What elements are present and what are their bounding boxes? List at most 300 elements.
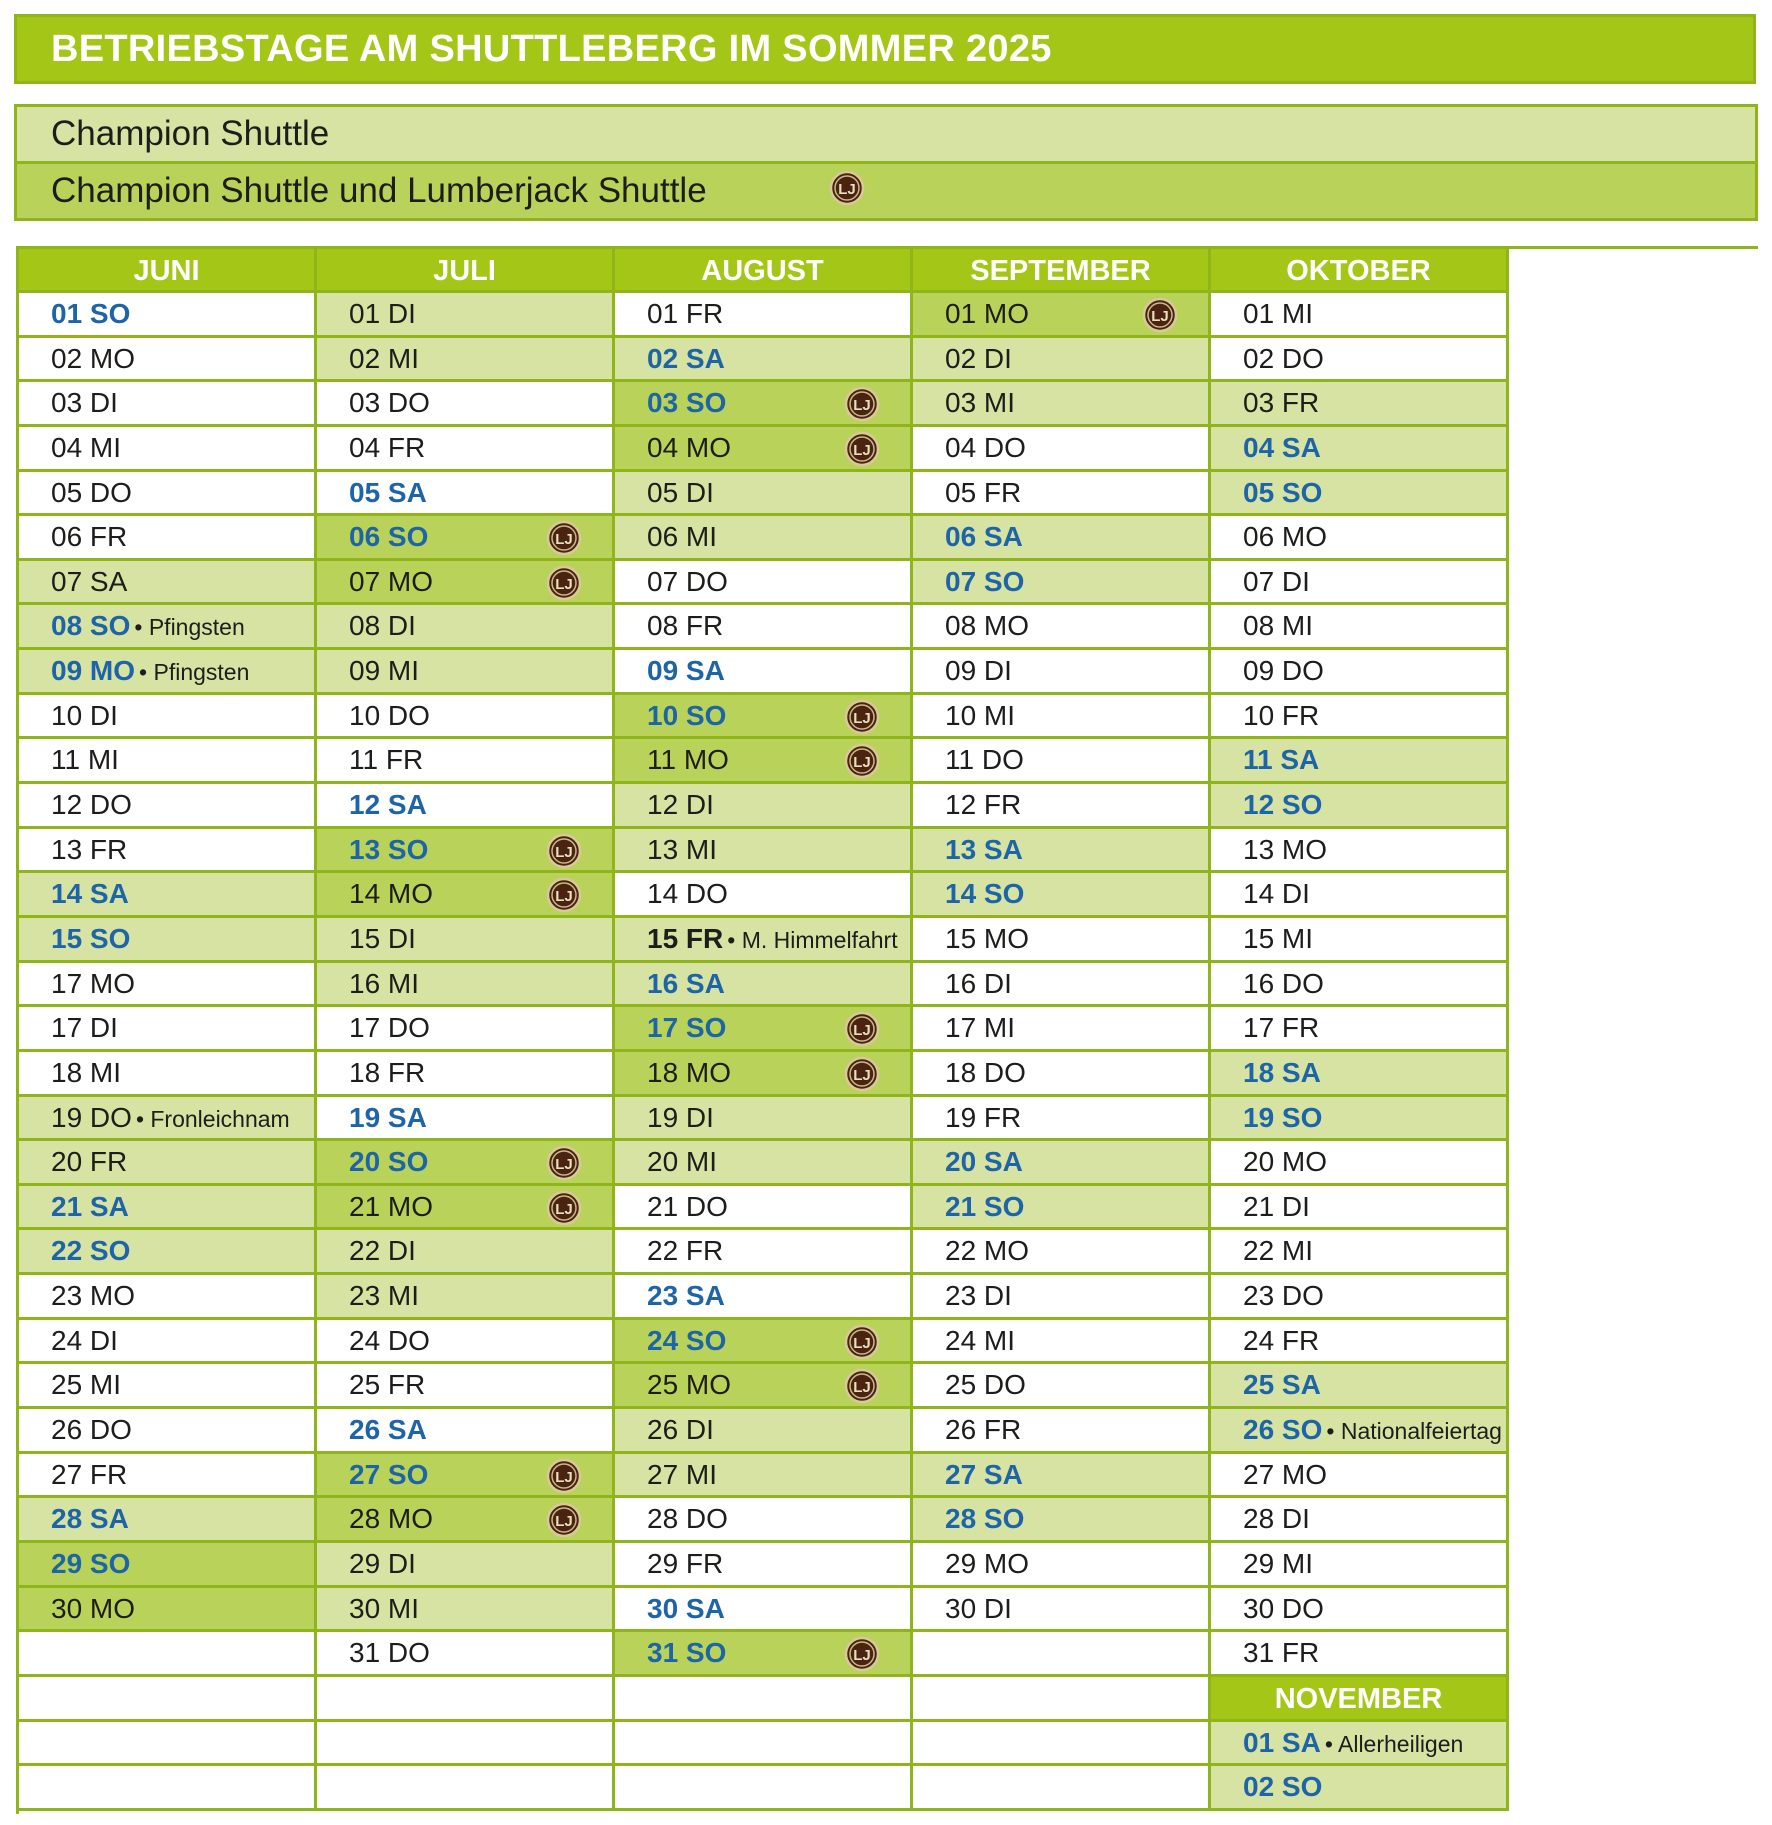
day-label: 04 MI <box>51 431 122 463</box>
day-label: 26 FR <box>945 1414 1022 1446</box>
day-label: 15 MI <box>1243 922 1314 954</box>
day-label: 12 SO <box>1243 789 1323 821</box>
day-label: 05 FR <box>945 476 1022 508</box>
day-label: 03 DI <box>51 387 118 419</box>
calendar-day <box>19 1364 317 1409</box>
svg-text:LJ: LJ <box>555 1156 573 1174</box>
day-label: 28 MO <box>349 1503 434 1535</box>
calendar-day <box>317 1543 615 1588</box>
day-label: 18 SA <box>1243 1056 1321 1088</box>
day-label: 01 MO <box>945 298 1030 329</box>
day-label: 14 DI <box>1243 878 1310 910</box>
day-label: 09 SA <box>647 655 725 687</box>
calendar-day <box>1211 784 1509 829</box>
calendar-day <box>615 873 913 918</box>
day-label: 30 MO <box>51 1592 136 1624</box>
day-label: 15 SO <box>51 922 131 954</box>
day-label: 22 SO <box>51 1235 131 1267</box>
day-label: 02 DO <box>1243 342 1324 374</box>
day-label: 06 MO <box>1243 521 1328 553</box>
calendar-day <box>913 1364 1211 1409</box>
calendar-day <box>913 1454 1211 1499</box>
day-label: 04 DO <box>945 431 1026 463</box>
day-label: 14 SA <box>51 878 129 910</box>
calendar-day <box>913 338 1211 383</box>
lumberjack-badge-icon <box>829 170 865 206</box>
calendar-day <box>1211 605 1509 650</box>
calendar-day <box>615 1632 913 1677</box>
calendar-day <box>19 829 317 874</box>
svg-text:LJ: LJ <box>853 1379 871 1397</box>
calendar-day <box>1211 1275 1509 1320</box>
calendar-day <box>913 1677 1211 1722</box>
calendar-day <box>19 1454 317 1499</box>
day-label: 06 MI <box>647 521 718 553</box>
calendar-day <box>19 1543 317 1588</box>
calendar-day <box>615 739 913 784</box>
calendar-day <box>317 1097 615 1142</box>
calendar-day <box>913 1007 1211 1052</box>
day-label: 21 DI <box>1243 1190 1310 1222</box>
day-label: 27 MI <box>647 1458 718 1490</box>
calendar-day <box>19 472 317 517</box>
day-label: 27 MO <box>1243 1458 1328 1490</box>
calendar-day <box>615 695 913 740</box>
calendar-day <box>615 1007 913 1052</box>
calendar-day <box>317 1632 615 1677</box>
calendar-day <box>913 695 1211 740</box>
day-label: 17 MO <box>51 967 136 999</box>
month-column-juli <box>317 249 615 1814</box>
calendar-day <box>615 427 913 472</box>
day-label: 23 MI <box>349 1280 420 1312</box>
svg-text:LJ: LJ <box>555 575 573 593</box>
calendar-day <box>19 963 317 1008</box>
day-label: 01 SA <box>1243 1726 1321 1758</box>
calendar-day <box>615 1722 913 1767</box>
calendar-day <box>615 338 913 383</box>
day-label: 23 DI <box>945 1280 1012 1312</box>
calendar-day <box>913 293 1211 338</box>
calendar-day <box>317 1677 615 1722</box>
calendar-day <box>317 918 615 963</box>
day-label: 26 DI <box>647 1414 714 1446</box>
calendar-day <box>317 1722 615 1767</box>
day-label: 10 MI <box>945 699 1016 731</box>
day-label: 24 SO <box>647 1324 727 1356</box>
svg-text:LJ: LJ <box>853 709 871 727</box>
day-label: 23 DO <box>1243 1280 1324 1312</box>
calendar-day <box>1211 561 1509 606</box>
calendar-day <box>317 1275 615 1320</box>
calendar-day <box>317 1364 615 1409</box>
day-label: 17 MI <box>945 1012 1016 1044</box>
calendar-day <box>19 1186 317 1231</box>
calendar-day <box>19 1588 317 1633</box>
svg-text:LJ: LJ <box>555 888 573 906</box>
calendar-day <box>913 1766 1211 1811</box>
month-column-august <box>615 249 913 1814</box>
calendar-day <box>1211 1543 1509 1588</box>
calendar-day <box>317 382 615 427</box>
day-label: 20 SO <box>349 1146 429 1178</box>
svg-text:LJ: LJ <box>853 397 871 415</box>
day-label: 13 FR <box>51 833 128 865</box>
lumberjack-badge-icon <box>844 386 880 422</box>
lumberjack-badge-icon <box>844 431 880 467</box>
holiday-note: • Fronleichnam <box>135 1105 290 1132</box>
calendar-day <box>615 1766 913 1811</box>
calendar-day <box>1211 650 1509 695</box>
calendar-day <box>615 605 913 650</box>
day-label: 10 FR <box>1243 699 1320 731</box>
day-label: 04 SA <box>1243 431 1321 463</box>
day-label: 20 SA <box>945 1146 1023 1178</box>
calendar-day <box>615 516 913 561</box>
day-label: 01 DI <box>349 298 416 329</box>
month-column-september <box>913 249 1211 1814</box>
day-label: 15 DI <box>349 922 416 954</box>
calendar-day <box>19 1766 317 1811</box>
calendar-day <box>1211 963 1509 1008</box>
calendar-day <box>317 561 615 606</box>
day-label: 16 SA <box>647 967 725 999</box>
day-label: 28 SA <box>51 1503 129 1535</box>
calendar-day <box>913 1275 1211 1320</box>
day-label: 05 SO <box>1243 476 1323 508</box>
lumberjack-badge-icon <box>546 1458 582 1494</box>
calendar-day <box>615 1543 913 1588</box>
calendar-day <box>1211 739 1509 784</box>
calendar-day <box>317 293 615 338</box>
calendar-day <box>615 1275 913 1320</box>
calendar-day <box>317 1052 615 1097</box>
lumberjack-badge-icon <box>844 1324 880 1360</box>
day-label: 24 FR <box>1243 1324 1320 1356</box>
calendar-day <box>1211 829 1509 874</box>
calendar-day <box>615 382 913 427</box>
lumberjack-badge-icon <box>844 1636 880 1672</box>
calendar-day <box>913 382 1211 427</box>
calendar-day <box>615 293 913 338</box>
calendar-day <box>1211 382 1509 427</box>
calendar-day <box>615 1141 913 1186</box>
calendar-day <box>1211 1766 1509 1811</box>
day-label: 30 DI <box>945 1592 1012 1624</box>
calendar-day <box>19 1632 317 1677</box>
calendar-day <box>913 1186 1211 1231</box>
day-label: 22 MO <box>945 1235 1030 1267</box>
calendar-day <box>19 739 317 784</box>
calendar-day <box>317 516 615 561</box>
svg-text:LJ: LJ <box>555 1468 573 1486</box>
svg-text:LJ: LJ <box>853 754 871 772</box>
day-label: 08 MI <box>1243 610 1314 642</box>
calendar-day <box>19 1677 317 1722</box>
day-label: 05 DI <box>647 476 714 508</box>
calendar-day <box>615 1677 913 1722</box>
calendar-grid <box>16 246 1758 1814</box>
day-label: 30 MI <box>349 1592 420 1624</box>
calendar-day <box>913 1722 1211 1767</box>
day-label: 26 DO <box>51 1414 132 1446</box>
calendar-day <box>317 1320 615 1365</box>
svg-text:LJ: LJ <box>853 1334 871 1352</box>
calendar-day <box>615 472 913 517</box>
calendar-day <box>615 1588 913 1633</box>
day-label: 19 SO <box>1243 1101 1323 1133</box>
svg-text:LJ: LJ <box>555 531 573 549</box>
calendar-day <box>913 784 1211 829</box>
day-label: 01 FR <box>647 298 724 329</box>
calendar-day <box>1211 293 1509 338</box>
day-label: 09 MI <box>349 655 420 687</box>
calendar-day <box>913 1052 1211 1097</box>
calendar-day <box>19 293 317 338</box>
calendar-day <box>317 605 615 650</box>
lumberjack-badge-icon <box>546 565 582 601</box>
day-label: 11 SA <box>1243 744 1320 776</box>
day-label: 24 MI <box>945 1324 1016 1356</box>
day-label: 21 MO <box>349 1190 434 1222</box>
calendar-day <box>19 427 317 472</box>
day-label: 18 MI <box>51 1056 122 1088</box>
calendar-day <box>317 784 615 829</box>
calendar-day <box>1211 338 1509 383</box>
calendar-day <box>913 1498 1211 1543</box>
month-header: NOVEMBER <box>1211 1677 1509 1722</box>
day-label: 29 SO <box>51 1547 131 1579</box>
day-label: 08 SO <box>51 610 131 642</box>
calendar-day <box>615 1409 913 1454</box>
day-label: 31 SO <box>647 1637 727 1669</box>
calendar-day <box>1211 1632 1509 1677</box>
day-label: 21 DO <box>647 1190 728 1222</box>
day-label: 18 DO <box>945 1056 1026 1088</box>
calendar-day <box>913 1543 1211 1588</box>
day-label: 19 DO <box>51 1101 132 1133</box>
calendar-day <box>19 1409 317 1454</box>
legend-champion <box>17 107 1755 164</box>
calendar-day <box>317 1409 615 1454</box>
day-label: 11 MI <box>51 744 119 776</box>
lumberjack-badge-icon <box>546 833 582 869</box>
lumberjack-badge-icon <box>844 743 880 779</box>
day-label: 10 SO <box>647 699 727 731</box>
calendar-day <box>615 1052 913 1097</box>
calendar-day <box>317 695 615 740</box>
day-label: 29 MI <box>1243 1547 1314 1579</box>
calendar-day <box>19 873 317 918</box>
day-label: 06 SO <box>349 521 429 553</box>
day-label: 02 DI <box>945 342 1012 374</box>
day-label: 27 SA <box>945 1458 1023 1490</box>
day-label: 03 FR <box>1243 387 1320 419</box>
day-label: 15 FR <box>647 922 724 954</box>
legend <box>14 104 1758 221</box>
calendar-day <box>615 829 913 874</box>
calendar-day <box>1211 1722 1509 1767</box>
calendar-day <box>19 918 317 963</box>
calendar-day <box>19 1097 317 1142</box>
calendar-day <box>317 1588 615 1633</box>
day-label: 05 SA <box>349 476 427 508</box>
calendar-day <box>615 1320 913 1365</box>
calendar-day <box>1211 1409 1509 1454</box>
day-label: 23 SA <box>647 1280 725 1312</box>
day-label: 26 SA <box>349 1414 427 1446</box>
day-label: 03 DO <box>349 387 430 419</box>
calendar-day <box>913 1632 1211 1677</box>
svg-text:LJ: LJ <box>555 1513 573 1531</box>
lumberjack-badge-icon <box>844 1011 880 1047</box>
calendar-day <box>913 739 1211 784</box>
day-label: 11 FR <box>349 744 424 776</box>
calendar-day <box>913 427 1211 472</box>
day-label: 25 FR <box>349 1369 426 1401</box>
calendar-day <box>19 1230 317 1275</box>
month-column-juni <box>19 249 317 1814</box>
day-label: 21 SO <box>945 1190 1025 1222</box>
calendar-day <box>19 338 317 383</box>
day-label: 25 DO <box>945 1369 1026 1401</box>
legend-champion-lumberjack-label: Champion Shuttle und Lumberjack Shuttle <box>51 171 707 210</box>
svg-text:LJ: LJ <box>838 181 856 198</box>
day-label: 28 DO <box>647 1503 728 1535</box>
month-header: OKTOBER <box>1211 249 1509 293</box>
lumberjack-badge-icon <box>546 1145 582 1181</box>
day-label: 19 SA <box>349 1101 427 1133</box>
calendar-day <box>913 963 1211 1008</box>
day-label: 16 DI <box>945 967 1012 999</box>
day-label: 20 MO <box>1243 1146 1328 1178</box>
calendar-day <box>317 829 615 874</box>
day-label: 12 SA <box>349 789 427 821</box>
day-label: 09 DO <box>1243 655 1324 687</box>
day-label: 04 FR <box>349 431 426 463</box>
day-label: 13 MI <box>647 833 718 865</box>
calendar-day <box>1211 472 1509 517</box>
day-label: 25 MI <box>51 1369 122 1401</box>
calendar-day <box>19 1141 317 1186</box>
day-label: 17 DI <box>51 1012 118 1044</box>
holiday-note: • Nationalfeiertag <box>1326 1418 1502 1445</box>
day-label: 27 FR <box>51 1458 128 1490</box>
calendar-day <box>317 963 615 1008</box>
day-label: 07 SO <box>945 565 1025 597</box>
day-label: 07 MO <box>349 565 434 597</box>
day-label: 25 SA <box>1243 1369 1321 1401</box>
calendar-day <box>317 472 615 517</box>
calendar-day <box>1211 516 1509 561</box>
holiday-note: • Pfingsten <box>139 659 250 686</box>
calendar-day <box>1211 1498 1509 1543</box>
holiday-note: • Pfingsten <box>134 614 245 641</box>
calendar-day <box>615 963 913 1008</box>
calendar-day <box>913 873 1211 918</box>
calendar-day <box>19 1052 317 1097</box>
day-label: 09 DI <box>945 655 1012 687</box>
calendar-day <box>317 650 615 695</box>
calendar-day <box>913 650 1211 695</box>
day-label: 17 FR <box>1243 1012 1320 1044</box>
day-label: 12 DI <box>647 789 714 821</box>
calendar-day <box>913 1141 1211 1186</box>
day-label: 20 MI <box>647 1146 718 1178</box>
lumberjack-badge-icon <box>546 520 582 556</box>
calendar-day <box>19 1007 317 1052</box>
calendar-day <box>615 918 913 963</box>
month-header: JULI <box>317 249 615 293</box>
calendar-day <box>913 918 1211 963</box>
day-label: 14 SO <box>945 878 1025 910</box>
day-label: 03 MI <box>945 387 1016 419</box>
calendar-day <box>19 1498 317 1543</box>
calendar-day <box>1211 1588 1509 1633</box>
lumberjack-badge-icon <box>546 1502 582 1538</box>
day-label: 12 FR <box>945 789 1022 821</box>
day-label: 17 SO <box>647 1012 727 1044</box>
calendar-day <box>19 516 317 561</box>
day-label: 03 SO <box>647 387 727 419</box>
lumberjack-badge-icon <box>546 1190 582 1226</box>
day-label: 13 MO <box>1243 833 1328 865</box>
calendar-day <box>19 561 317 606</box>
calendar-day <box>615 784 913 829</box>
month-column-oktober <box>1211 249 1509 1814</box>
calendar-day <box>615 1186 913 1231</box>
calendar-day <box>317 1454 615 1499</box>
calendar-day <box>317 873 615 918</box>
day-label: 15 MO <box>945 922 1030 954</box>
svg-text:LJ: LJ <box>853 441 871 459</box>
day-label: 09 MO <box>51 655 136 687</box>
calendar-day <box>913 1409 1211 1454</box>
calendar-day <box>1211 1364 1509 1409</box>
day-label: 07 SA <box>51 565 128 597</box>
day-label: 05 DO <box>51 476 132 508</box>
day-label: 13 SO <box>349 833 429 865</box>
lumberjack-badge-icon <box>546 877 582 913</box>
calendar-day <box>317 338 615 383</box>
day-label: 16 MI <box>349 967 420 999</box>
svg-text:LJ: LJ <box>555 843 573 861</box>
calendar-day <box>1211 1097 1509 1142</box>
day-label: 06 SA <box>945 521 1023 553</box>
calendar-day <box>615 650 913 695</box>
calendar-day <box>1211 695 1509 740</box>
calendar-day <box>317 1230 615 1275</box>
calendar-day <box>1211 1141 1509 1186</box>
legend-champion-lumberjack <box>17 164 1755 218</box>
calendar-day <box>913 829 1211 874</box>
calendar-day <box>317 1141 615 1186</box>
calendar-day <box>317 1498 615 1543</box>
day-label: 10 DO <box>349 699 430 731</box>
calendar-day <box>1211 918 1509 963</box>
day-label: 24 DO <box>349 1324 430 1356</box>
lumberjack-badge-icon <box>1142 297 1178 333</box>
calendar-day <box>913 1320 1211 1365</box>
day-label: 11 MO <box>647 744 729 776</box>
day-label: 22 FR <box>647 1235 724 1267</box>
day-label: 07 DO <box>647 565 728 597</box>
day-label: 02 SA <box>647 342 725 374</box>
calendar-day <box>913 1230 1211 1275</box>
calendar-day <box>615 561 913 606</box>
day-label: 06 FR <box>51 521 128 553</box>
calendar-day <box>1211 873 1509 918</box>
